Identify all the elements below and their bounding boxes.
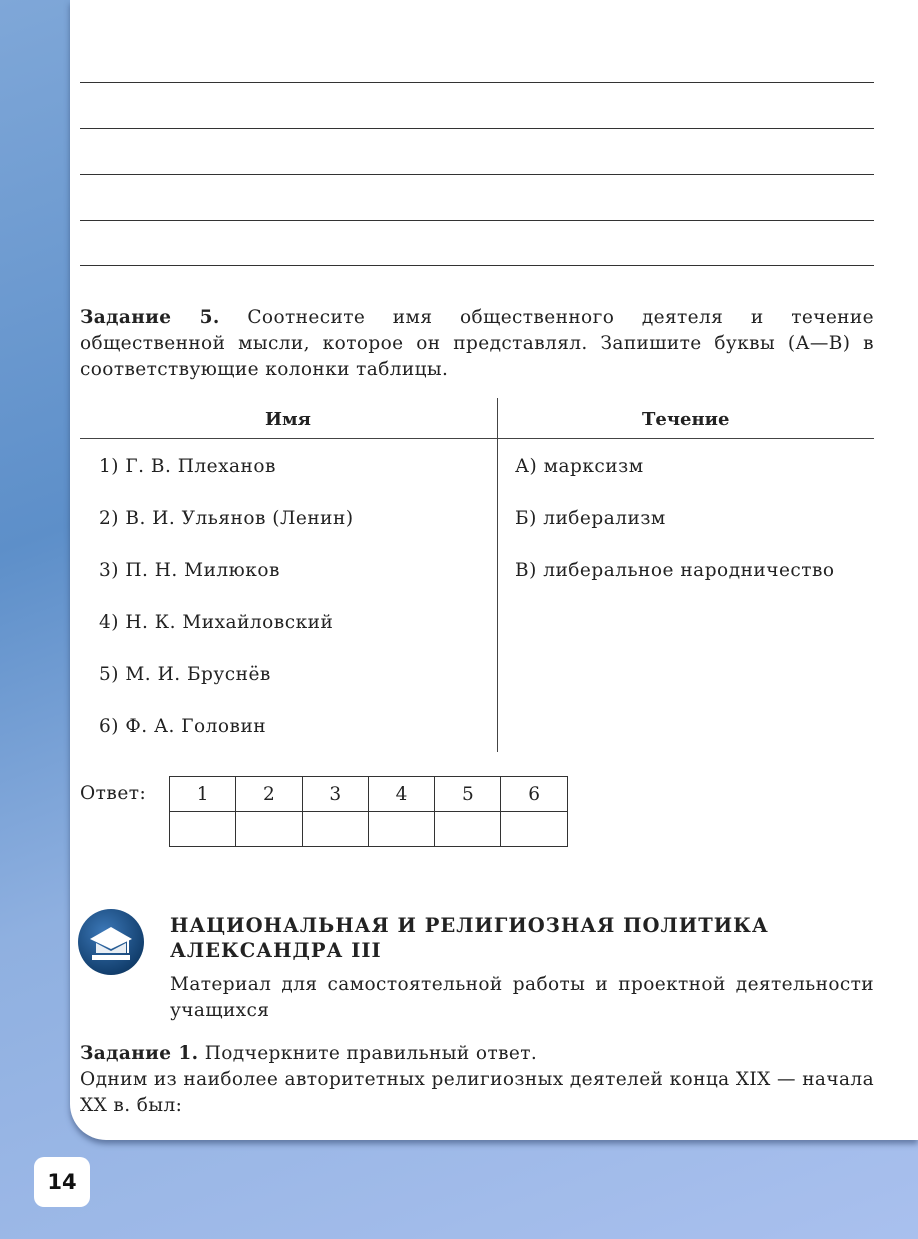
answer-cell[interactable] — [501, 812, 567, 847]
name-item: 4) Н. К. Михайловский — [99, 612, 334, 633]
section-title-line-1: НАЦИОНАЛЬНАЯ И РЕЛИГИОЗНАЯ ПОЛИТИКА — [170, 914, 769, 937]
answer-cell[interactable] — [302, 812, 368, 847]
trend-item: В) либеральное народничество — [515, 560, 835, 581]
task-1-question: Одним из наиболее авторитетных религиозных деятелей конца XIX — начала XX в. был: — [80, 1069, 874, 1116]
table-divider — [80, 438, 874, 439]
column-header-trend: Течение — [642, 409, 730, 430]
answer-number: 5 — [435, 777, 501, 812]
column-header-name: Имя — [265, 409, 311, 430]
answer-grid — [169, 776, 568, 847]
task-1-text: Подчеркните правильный ответ. — [198, 1043, 538, 1064]
name-item: 1) Г. В. Плеханов — [99, 456, 276, 477]
answer-number: 3 — [302, 777, 368, 812]
answer-cell[interactable] — [435, 812, 501, 847]
answer-cell[interactable] — [236, 812, 302, 847]
name-item: 2) В. И. Ульянов (Ленин) — [99, 508, 354, 529]
trend-item: А) марксизм — [515, 456, 644, 477]
answer-label: Ответ: — [80, 783, 147, 804]
task-5-label: Задание 5. — [80, 307, 220, 328]
name-item: 5) М. И. Бруснёв — [99, 664, 271, 685]
task-5 — [80, 305, 874, 383]
writing-line[interactable] — [80, 220, 874, 221]
task-1-label: Задание 1. — [80, 1043, 199, 1064]
name-item: 3) П. Н. Милюков — [99, 560, 280, 581]
section-title-line-2: АЛЕКСАНДРА III — [170, 939, 382, 962]
writing-line[interactable] — [80, 82, 874, 83]
task-5-text: Соотнесите имя общественного деятеля и течение общественной мысли, которое он представлял. Запишите буквы (А—В) в соответствующие колонки таблицы. — [80, 307, 874, 380]
trend-item: Б) либерализм — [515, 508, 666, 529]
writing-line[interactable] — [80, 174, 874, 175]
writing-line[interactable] — [80, 128, 874, 129]
answer-cell[interactable] — [170, 812, 236, 847]
task-1 — [80, 1041, 874, 1067]
answer-cell[interactable] — [368, 812, 434, 847]
name-item: 6) Ф. А. Головин — [99, 716, 267, 737]
answer-number: 1 — [170, 777, 236, 812]
page-number: 14 — [34, 1157, 90, 1207]
answer-number: 2 — [236, 777, 302, 812]
writing-line[interactable] — [80, 265, 874, 266]
table-column-divider — [497, 398, 498, 752]
section-subtitle: Материал для самостоятельной работы и проектной деятельности учащихся — [170, 974, 874, 1021]
graduation-cap-icon — [78, 909, 144, 975]
answer-number: 4 — [368, 777, 434, 812]
answer-number: 6 — [501, 777, 567, 812]
